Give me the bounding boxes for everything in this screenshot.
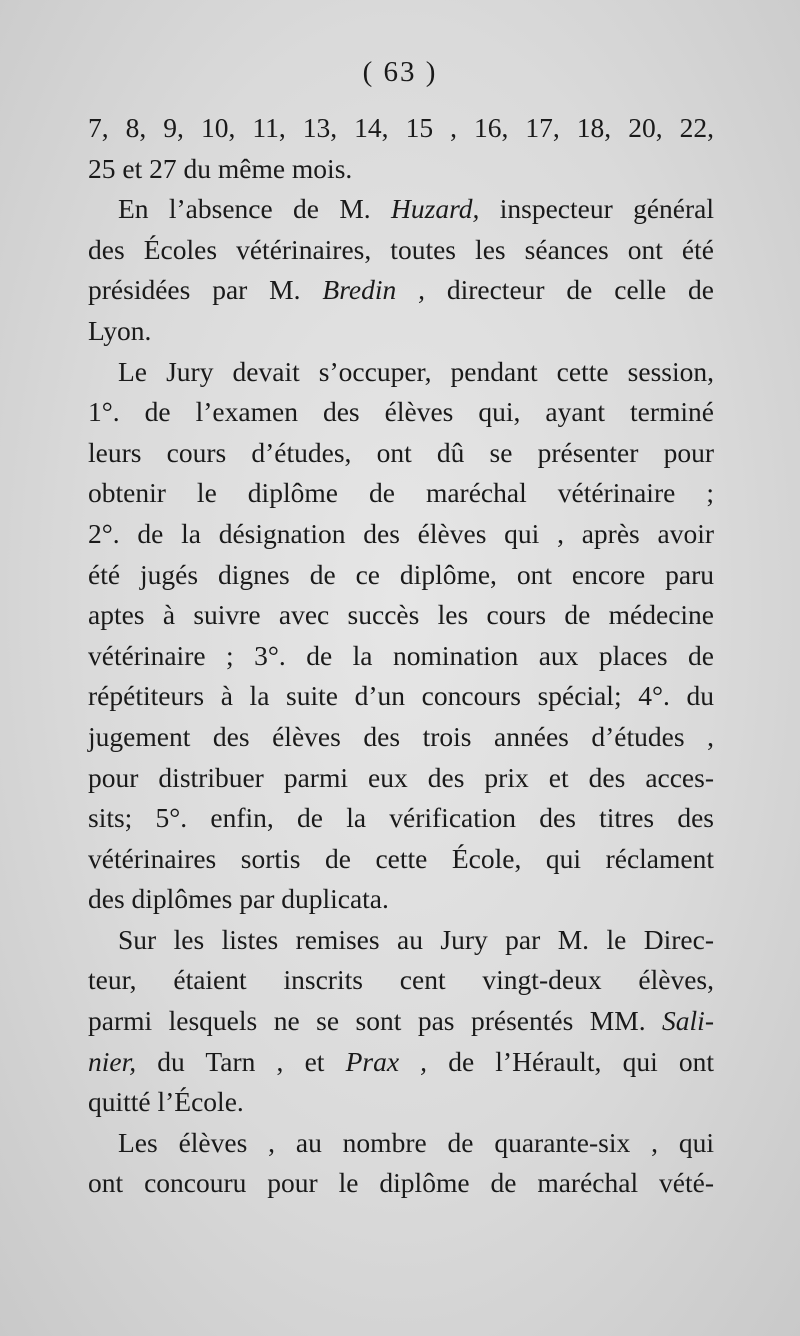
text-line: [88, 311, 714, 352]
text-run: Sur les listes remises au Jury par M. le Direc-: [118, 923, 714, 955]
text-run: jugement des élèves des trois années d’études ,: [88, 720, 714, 752]
text-line: [88, 1042, 714, 1083]
text-run: pour distribuer parmi eux des prix et des acces-: [88, 761, 714, 793]
text-run: répétiteurs à la suite d’un concours spécial; 4°. du: [88, 680, 714, 712]
text-run: Les élèves , au nombre de quarante-six , qui: [118, 1126, 714, 1158]
text-run: leurs cours d’études, ont dû se présenter pour: [88, 436, 714, 468]
text-run: 25 et 27 du même mois.: [88, 152, 353, 184]
text-line: [88, 555, 714, 596]
text-line: [88, 595, 714, 636]
text-line: [88, 473, 714, 514]
text-line: [88, 1001, 714, 1042]
text-line: [88, 392, 714, 433]
text-run: ont concouru pour le diplôme de maréchal vété-: [88, 1167, 714, 1199]
text-run: présidées par M.: [88, 274, 323, 306]
text-line: [88, 636, 714, 677]
text-line: [88, 1163, 714, 1204]
text-run: parmi lesquels ne se sont pas présentés MM.: [88, 1005, 663, 1037]
text-run: 7, 8, 9, 10, 11, 13, 14, 15 , 16, 17, 18, 20, 22,: [88, 112, 714, 143]
text-line: [88, 758, 714, 799]
text-run: 2°. de la désignation des élèves qui , après avoir: [88, 517, 714, 549]
text-line: [88, 230, 714, 271]
text-run: En l’absence de M.: [118, 193, 392, 225]
text-run: directeur de celle de: [424, 274, 714, 306]
text-line: [88, 1123, 714, 1164]
text-run: 1°. de l’examen des élèves qui, ayant terminé: [88, 396, 714, 428]
italic-name: Sali-: [662, 1005, 714, 1037]
text-line: [88, 960, 714, 1001]
text-run: vétérinaires sortis de cette École, qui réclament: [88, 842, 714, 874]
text-run: aptes à suivre avec succès les cours de médecine: [88, 599, 714, 631]
text-line: [88, 1082, 714, 1123]
text-line: [88, 149, 714, 190]
text-line: [88, 839, 714, 880]
text-run: inspecteur général: [479, 193, 714, 225]
text-line: [88, 433, 714, 474]
text-line: [88, 920, 714, 961]
italic-name: Bredin ,: [322, 274, 425, 306]
text-run: du Tarn , et: [136, 1045, 346, 1077]
text-run: été jugés dignes de ce diplôme, ont encore paru: [88, 558, 714, 590]
italic-name: nier,: [88, 1045, 137, 1077]
italic-name: Prax ,: [345, 1045, 428, 1077]
text-run: teur, étaient inscrits cent vingt-deux élèves,: [88, 964, 714, 996]
body-text: [88, 108, 714, 1204]
text-run: Lyon.: [88, 314, 152, 346]
text-run: vétérinaire ; 3°. de la nomination aux places de: [88, 639, 714, 671]
page-number: ( 63 ): [362, 56, 438, 88]
text-run: de l’Hérault, qui ont: [427, 1045, 714, 1077]
text-line: [88, 270, 714, 311]
text-run: sits; 5°. enfin, de la vérification des titres des: [88, 802, 714, 834]
text-line: [88, 717, 714, 758]
text-line: [88, 798, 714, 839]
text-run: quitté l’École.: [88, 1086, 244, 1118]
text-line: [88, 108, 714, 149]
italic-name: Huzard,: [391, 193, 480, 225]
text-run: Le Jury devait s’occuper, pendant cette session,: [118, 355, 714, 387]
text-line: [88, 514, 714, 555]
text-run: des diplômes par duplicata.: [88, 883, 389, 915]
text-line: [88, 676, 714, 717]
text-line: [88, 189, 714, 230]
text-run: obtenir le diplôme de maréchal vétérinaire ;: [88, 477, 714, 509]
text-line: [88, 352, 714, 393]
text-line: [88, 879, 714, 920]
text-run: des Écoles vétérinaires, toutes les séances ont été: [88, 233, 714, 265]
